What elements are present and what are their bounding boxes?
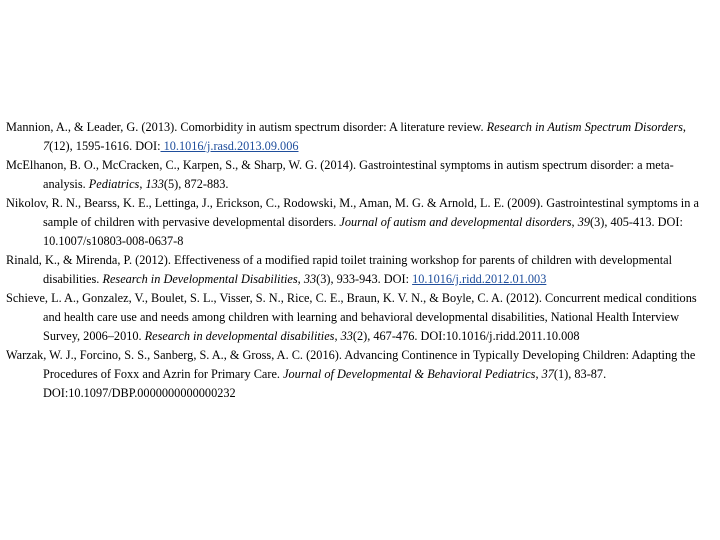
- reference-list: [6, 118, 706, 403]
- ref-issue-pages: (3), 933-943. DOI:: [316, 272, 410, 286]
- ref-issue-pages: (3), 405-413. DOI: 10.1007/s10803-008-0637-8: [43, 215, 683, 248]
- ref-title: Gastrointestinal symptoms in autism spectrum disorder: a meta-analysis.: [43, 158, 674, 191]
- ref-journal: Pediatrics: [88, 177, 140, 191]
- doi-link[interactable]: 10.1016/j.rasd.2013.09.006: [160, 139, 299, 153]
- reference-warzak: Warzak, W. J., Forcino, S. S., Sanberg, S. A., & Gross, A. C. (2016). Advancing Continence in Typically Developing Children: Adapting the Procedures of Foxx and Azrin for Primary Care. Journal of Developmental & Behavioral Pediatrics, 37(1), 83-87. DOI:10.1097/DBP.0000000000000232: [6, 348, 696, 400]
- ref-authors: Nikolov, R. N., Bearss, K. E., Lettinga, J., Erickson, C., Rodowski, M., Aman, M. G. & Arnold, L. E. (2009).: [6, 196, 547, 210]
- ref-issue-pages: (12), 1595-1616. DOI:: [49, 139, 161, 153]
- ref-volume: 7: [43, 139, 50, 153]
- reference-rinald: Rinald, K., & Mirenda, P. (2012). Effectiveness of a modified rapid toilet training workshop for parents of children with developmental disabilities. Research in Developmental Disabilities, 33(3), 933-943. DOI: 10.1016/j.ridd.2012.01.003: [6, 253, 673, 286]
- ref-title: Advancing Continence in Typically Developing Children: Adapting the Procedures of Foxx and Azrin for Primary Care.: [43, 348, 696, 381]
- ref-volume: 39: [577, 215, 590, 229]
- ref-journal: Journal of autism and developmental disorders: [339, 215, 572, 229]
- ref-title: Concurrent medical conditions and health care use and needs among children with learning and behavioral developmental disabilities, National Health Interview Survey, 2006–2010.: [43, 291, 697, 343]
- ref-journal: Research in Autism Spectrum Disorders: [486, 120, 683, 134]
- ref-volume: 37: [541, 367, 554, 381]
- ref-volume: 33: [303, 272, 317, 286]
- ref-volume: 33: [340, 329, 353, 343]
- ref-volume: 133: [145, 177, 164, 191]
- ref-authors: Schieve, L. A., Gonzalez, V., Boulet, S. L., Visser, S. N., Rice, C. E., Braun, K. V. N., & Boyle, C. A. (2012).: [6, 291, 546, 305]
- ref-authors: Mannion, A., & Leader, G. (2013).: [6, 120, 181, 134]
- ref-issue-pages: (2), 467-476. DOI:10.1016/j.ridd.2011.10.008: [352, 329, 580, 343]
- ref-title: Gastrointestinal symptoms in a sample of children with pervasive developmental disorders.: [43, 196, 699, 229]
- reference-schieve: Schieve, L. A., Gonzalez, V., Boulet, S. L., Visser, S. N., Rice, C. E., Braun, K. V. N., & Boyle, C. A. (2012). Concurrent medical conditions and health care use and needs among children with learning and behavioral developmental disabilities, National Health Interview Survey, 2006–2010. Research in developmental disabilities, 33(2), 467-476. DOI:10.1016/j.ridd.2011.10.008: [6, 291, 697, 343]
- ref-title: Effectiveness of a modified rapid toilet training workshop for parents of children with developmental disabilities.: [43, 253, 673, 286]
- reference-nikolov: Nikolov, R. N., Bearss, K. E., Lettinga, J., Erickson, C., Rodowski, M., Aman, M. G. & Arnold, L. E. (2009). Gastrointestinal symptoms in a sample of children with pervasive developmental disorders. Journal of autism and developmental disorders, 39(3), 405-413. DOI: 10.1007/s10803-008-0637-8: [6, 196, 699, 248]
- ref-issue-pages: (5), 872-883.: [163, 177, 229, 191]
- reference-mannion: Mannion, A., & Leader, G. (2013). Comorbidity in autism spectrum disorder: A literature review. Research in Autism Spectrum Disorders, 7(12), 1595-1616. DOI: 10.1016/j.rasd.2013.09.006: [6, 120, 686, 153]
- ref-title: Comorbidity in autism spectrum disorder: A literature review.: [180, 120, 487, 134]
- ref-journal: Research in developmental disabilities: [144, 329, 335, 343]
- reference-mcelhanon: McElhanon, B. O., McCracken, C., Karpen, S., & Sharp, W. G. (2014). Gastrointestinal symptoms in autism spectrum disorder: a meta-analysis. Pediatrics, 133(5), 872-883.: [6, 158, 674, 191]
- ref-journal: Journal of Developmental & Behavioral Pediatrics: [283, 367, 536, 381]
- doi-link[interactable]: 10.1016/j.ridd.2012.01.003: [412, 272, 547, 286]
- ref-journal: Research in Developmental Disabilities: [102, 272, 298, 286]
- ref-authors: McElhanon, B. O., McCracken, C., Karpen, S., & Sharp, W. G. (2014).: [6, 158, 360, 172]
- ref-authors: Rinald, K., & Mirenda, P. (2012).: [6, 253, 175, 267]
- ref-authors: Warzak, W. J., Forcino, S. S., Sanberg, S. A., & Gross, A. C. (2016).: [6, 348, 345, 362]
- ref-issue-pages: (1), 83-87. DOI:10.1097/DBP.0000000000000232: [43, 367, 607, 400]
